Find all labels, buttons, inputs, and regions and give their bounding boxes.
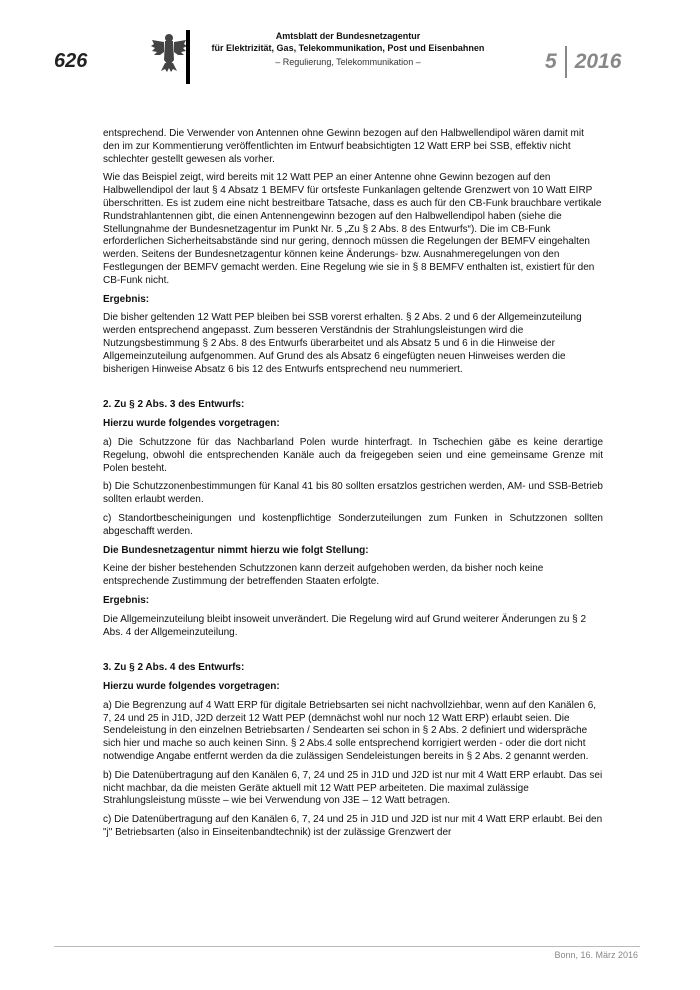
federal-eagle-icon: [150, 30, 188, 74]
gazette-title-line2: für Elektrizität, Gas, Telekommunikation, Post und Eisenbahnen: [211, 43, 485, 53]
subheading-statement: Die Bundesnetzagentur nimmt hierzu wie folgt Stellung:: [103, 544, 369, 556]
issue-separator: [565, 46, 567, 78]
paragraph: a) Die Schutzzone für das Nachbarland Polen wurde hinterfragt. In Tschechien gäbe es keine derartige Regelung, obwohl die entsprechenden Kanäle auch da freigegeben seien und eine gemeinsame Grenze mit Polen besteht.: [103, 436, 603, 474]
paragraph: c) Standortbescheinigungen und kostenpflichtige Sonderzuteilungen zum Funken in Schutzzonen sollten abgeschafft werden.: [103, 512, 603, 537]
paragraph: a) Die Begrenzung auf 4 Watt ERP für digitale Betriebsarten sei nicht nachvollziehbar, wenn auf den Kanälen 6, 7, 24 und 25 in J1D, J2D derzeit 12 Watt PEP (demnächst wohl nur noch 12 Watt ERP) erlaubt seien. Die Sendeleistung in den einzelnen Betriebsarten / Sendearten sei schon in § 2 Abs. 2 definiert und widerspräche sich hier und mache so auch keinen Sinn. § 2 Abs.4 solle entsprechend korrigiert werden - oder die dort nicht notwendige Angabe entfernt werden da die zulässigen Sendeleistungen bereits in § 2 Abs. 2 genannt werden.: [103, 699, 597, 763]
subheading-submissions: Hierzu wurde folgendes vorgetragen:: [103, 681, 280, 693]
section-heading-3: 3. Zu § 2 Abs. 4 des Entwurfs:: [103, 662, 245, 674]
subheading-result: Ergebnis:: [103, 293, 150, 305]
paragraph: c) Die Datenübertragung auf den Kanälen 6, 7, 24 und 25 in J1D und J2D ist nur mit 4 Watt ERP erlaubt. Bei den "j" Betriebsarten (also in Einseitenbandtechnik) ist der zulässige Grenzwert der: [103, 814, 603, 839]
document-body: [103, 128, 603, 846]
section-heading-2: 2. Zu § 2 Abs. 3 des Entwurfs:: [103, 399, 245, 411]
paragraph: b) Die Datenübertragung auf den Kanälen 6, 7, 24 und 25 in J1D und J2D ist nur mit 4 Watt ERP erlaubt. Das sei nicht machbar, da die meisten Geräte aktuell mit 12 Watt PEP arbeiteten. Die maximal zulässige Strahlungsleistung müsste – wie bei Verwendung von J3E – 12 Watt betragen.: [103, 769, 603, 807]
gazette-subtitle: – Regulierung, Telekommunikation –: [275, 57, 421, 67]
gazette-title: [198, 30, 498, 54]
issue-label: [545, 46, 621, 78]
paragraph: Die Allgemeinzuteilung bleibt insoweit unverändert. Die Regelung wird auf Grund weiterer Änderungen zu § 2 Abs. 4 der Allgemeinzuteilung.: [103, 613, 587, 638]
issue-year: 2016: [574, 50, 622, 73]
subheading-submissions: Hierzu wurde folgendes vorgetragen:: [103, 418, 280, 430]
issue-number: 5: [545, 50, 557, 73]
paragraph: Wie das Beispiel zeigt, wird bereits mit 12 Watt PEP an einer Antenne ohne Gewinn bezogen auf den Halbwellendipol der laut § 4 Absatz 1 BEMFV für ortsfeste Funkanlagen geltende Grenzwert von 10 Watt EIRP überschritten. Es ist zudem eine nicht bestreitbare Tatsache, dass es auch für den CB-Funk brauchbare vertikale Rundstrahlantennen gibt, die einen Antennengewinn bezogen auf den Halbwellendipol haben (siehe die Stellungnahme der Bundesnetzagentur im Punkt Nr. 5 „Zu § 2 Abs. 8 des Entwurfs“). Die im CB-Funk erforderlichen Sicherheitsabstände sind nur gering, dennoch müssen die Regelungen der BEMFV eingehalten werden. Seitens der Bundesnetzagentur können keine Änderungs- bzw. Ausnahmeregelungen von den Festlegungen der BEMFV gemacht werden. Eine Regelung wie sie in § 8 BEMFV enthalten ist, existiert für den CB-Funk nicht.: [103, 172, 602, 286]
header-divider: [186, 30, 190, 84]
page-number: 626: [54, 50, 88, 72]
footer-place-date: Bonn, 16. März 2016: [554, 950, 638, 960]
gazette-title-line1: Amtsblatt der Bundesnetzagentur: [275, 31, 421, 41]
paragraph: entsprechend. Die Verwender von Antennen ohne Gewinn bezogen auf den Halbwellendipol wären damit mit den im zur Kommentierung veröffentlichten im Entwurf beabsichtigten 12 Watt ERP bei SSB, effektiv nicht schlechter gestellt gewesen als vorher.: [103, 128, 584, 165]
paragraph: Keine der bisher bestehenden Schutzzonen kann derzeit aufgehoben werden, da bisher noch keine entsprechende Zustimmung der betreffenden Staaten erfolgte.: [103, 563, 544, 588]
paragraph: b) Die Schutzzonenbestimmungen für Kanal 41 bis 80 sollten ersatzlos gestrichen werden, AM- und SSB-Betrieb sollten erlaubt werden.: [103, 481, 603, 506]
paragraph: Die bisher geltenden 12 Watt PEP bleiben bei SSB vorerst erhalten. § 2 Abs. 2 und 6 der Allgemeinzuteilung werden entsprechend angepasst. Zum besseren Verständnis der Strahlungsleistungen wird die Nutzungsbestimmung § 2 Abs. 8 des Entwurfs überarbeitet und als Absatz 5 und 6 in die Hinweise der Allgemeinzuteilung aufgenommen. Auf Grund des als Absatz 6 eingefügten neuen Hinweises werden die bisherigen Hinweise Absatz 6 bis 12 des Entwurfs entsprechend neu nummeriert.: [103, 312, 582, 375]
footer-divider: [54, 946, 640, 947]
subheading-result: Ergebnis:: [103, 594, 150, 606]
